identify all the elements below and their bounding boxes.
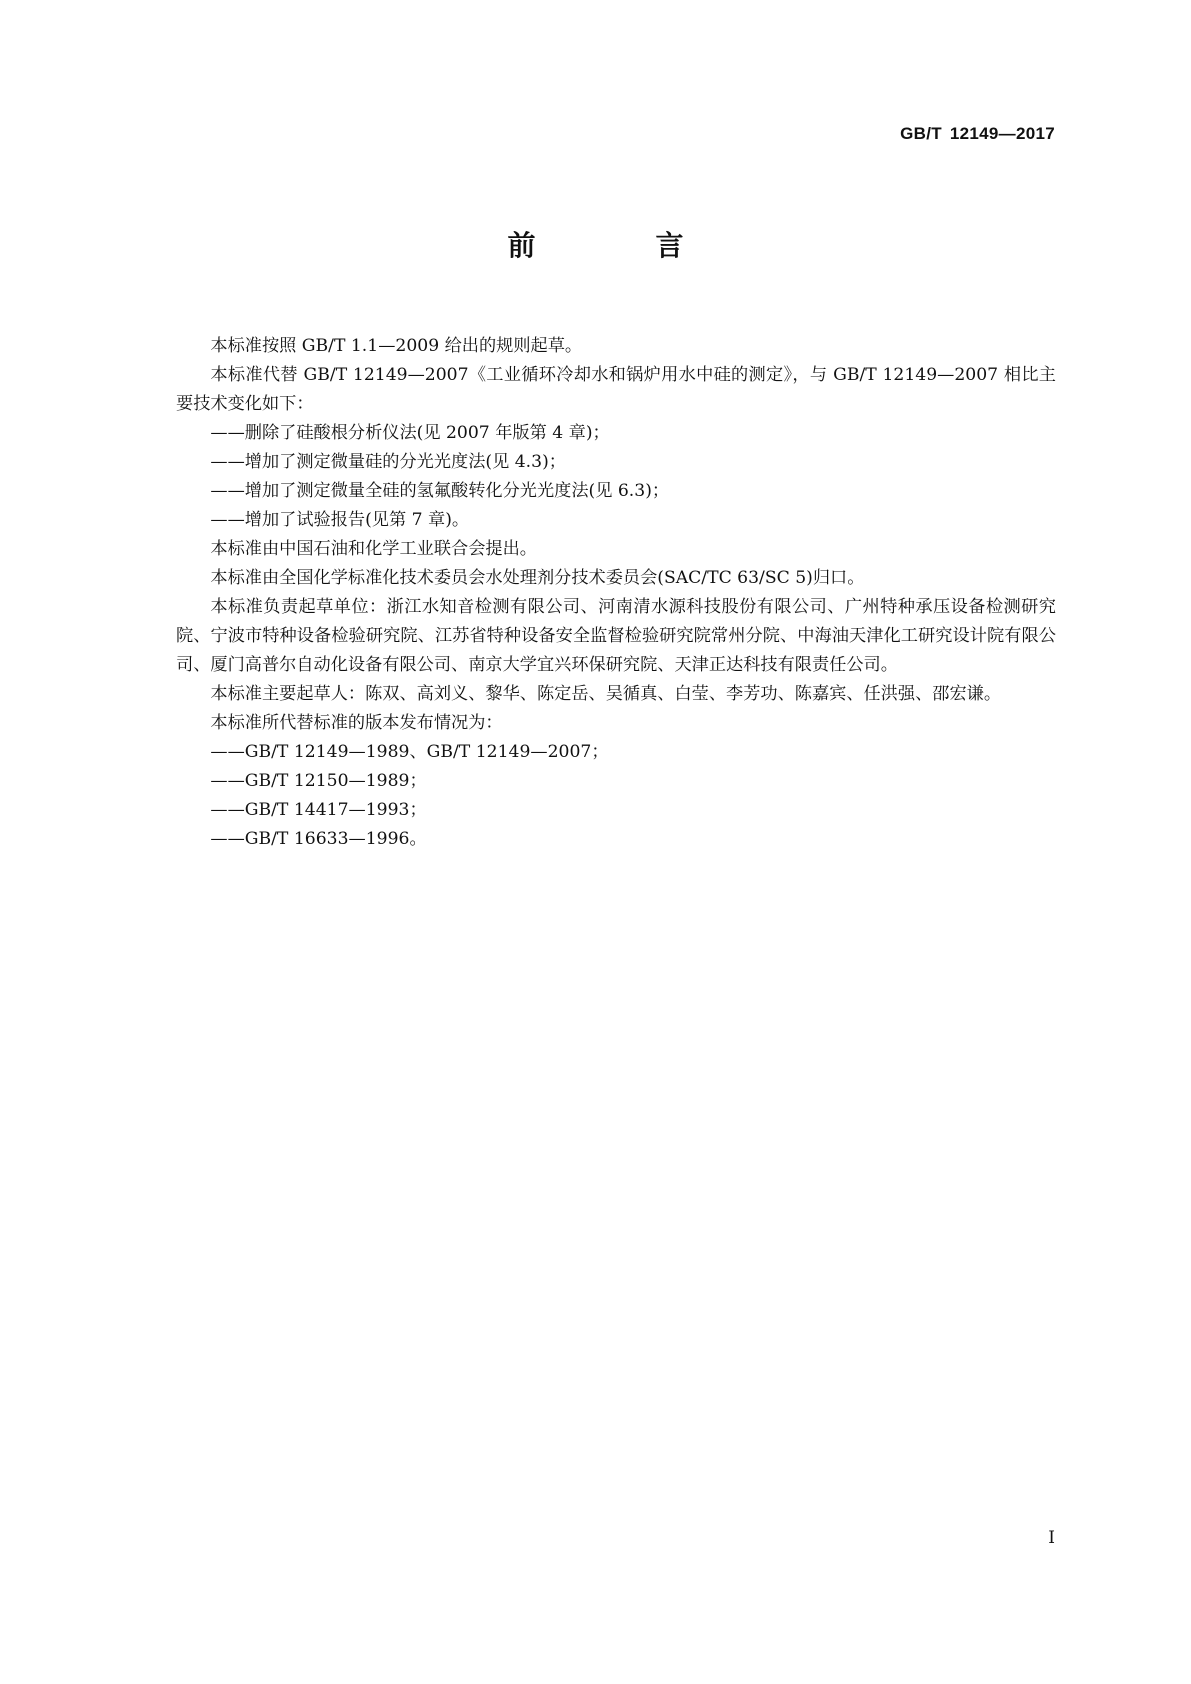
paragraph-drafting-rules: 本标准按照 GB/T 1.1—2009 给出的规则起草。	[210, 336, 583, 356]
previous-edition-item: ——GB/T 16633—1996。	[210, 829, 427, 849]
previous-edition-item: ——GB/T 12150—1989；	[210, 771, 427, 791]
page-number: I	[1048, 1528, 1055, 1548]
standard-code	[900, 124, 1055, 144]
change-item: ——增加了测定微量全硅的氢氟酸转化分光光度法(见 6.3)；	[210, 481, 670, 501]
paragraph-drafting-units: 本标准负责起草单位：浙江水知音检测有限公司、河南清水源科技股份有限公司、广州特种承压设备检测研究院、宁波市特种设备检验研究院、江苏省特种设备安全监督检验研究院常州分院、中海油天津化工研究设计院有限公司、厦门高普尔自动化设备有限公司、南京大学宜兴环保研究院、天津正达科技有限责任公司。	[176, 597, 1056, 675]
standard-code-number: 12149—2017	[949, 124, 1055, 143]
paragraph-drafters: 本标准主要起草人：陈双、高刘义、黎华、陈定岳、吴循真、白莹、李芳功、陈嘉宾、任洪强、邵宏谦。	[210, 684, 1002, 704]
foreword-body	[176, 332, 1056, 854]
previous-edition-item: ——GB/T 12149—1989、GB/T 12149—2007；	[210, 742, 609, 762]
page-title: 前 言	[507, 229, 730, 262]
change-item: ——增加了试验报告(见第 7 章)。	[210, 510, 470, 530]
change-item: ——删除了硅酸根分析仪法(见 2007 年版第 4 章)；	[210, 423, 610, 443]
standard-code-prefix: GB/T	[900, 124, 942, 143]
paragraph-proposed-by: 本标准由中国石油和化学工业联合会提出。	[210, 539, 537, 559]
previous-edition-item: ——GB/T 14417—1993；	[210, 800, 427, 820]
paragraph-previous-editions: 本标准所代替标准的版本发布情况为：	[210, 713, 503, 733]
paragraph-managed-by: 本标准由全国化学标准化技术委员会水处理剂分技术委员会(SAC/TC 63/SC 5)归口。	[210, 568, 865, 588]
change-item: ——增加了测定微量硅的分光光度法(见 4.3)；	[210, 452, 566, 472]
paragraph-replaces: 本标准代替 GB/T 12149—2007《工业循环冷却水和锅炉用水中硅的测定》，与 GB/T 12149—2007 相比主要技术变化如下：	[176, 365, 1056, 414]
